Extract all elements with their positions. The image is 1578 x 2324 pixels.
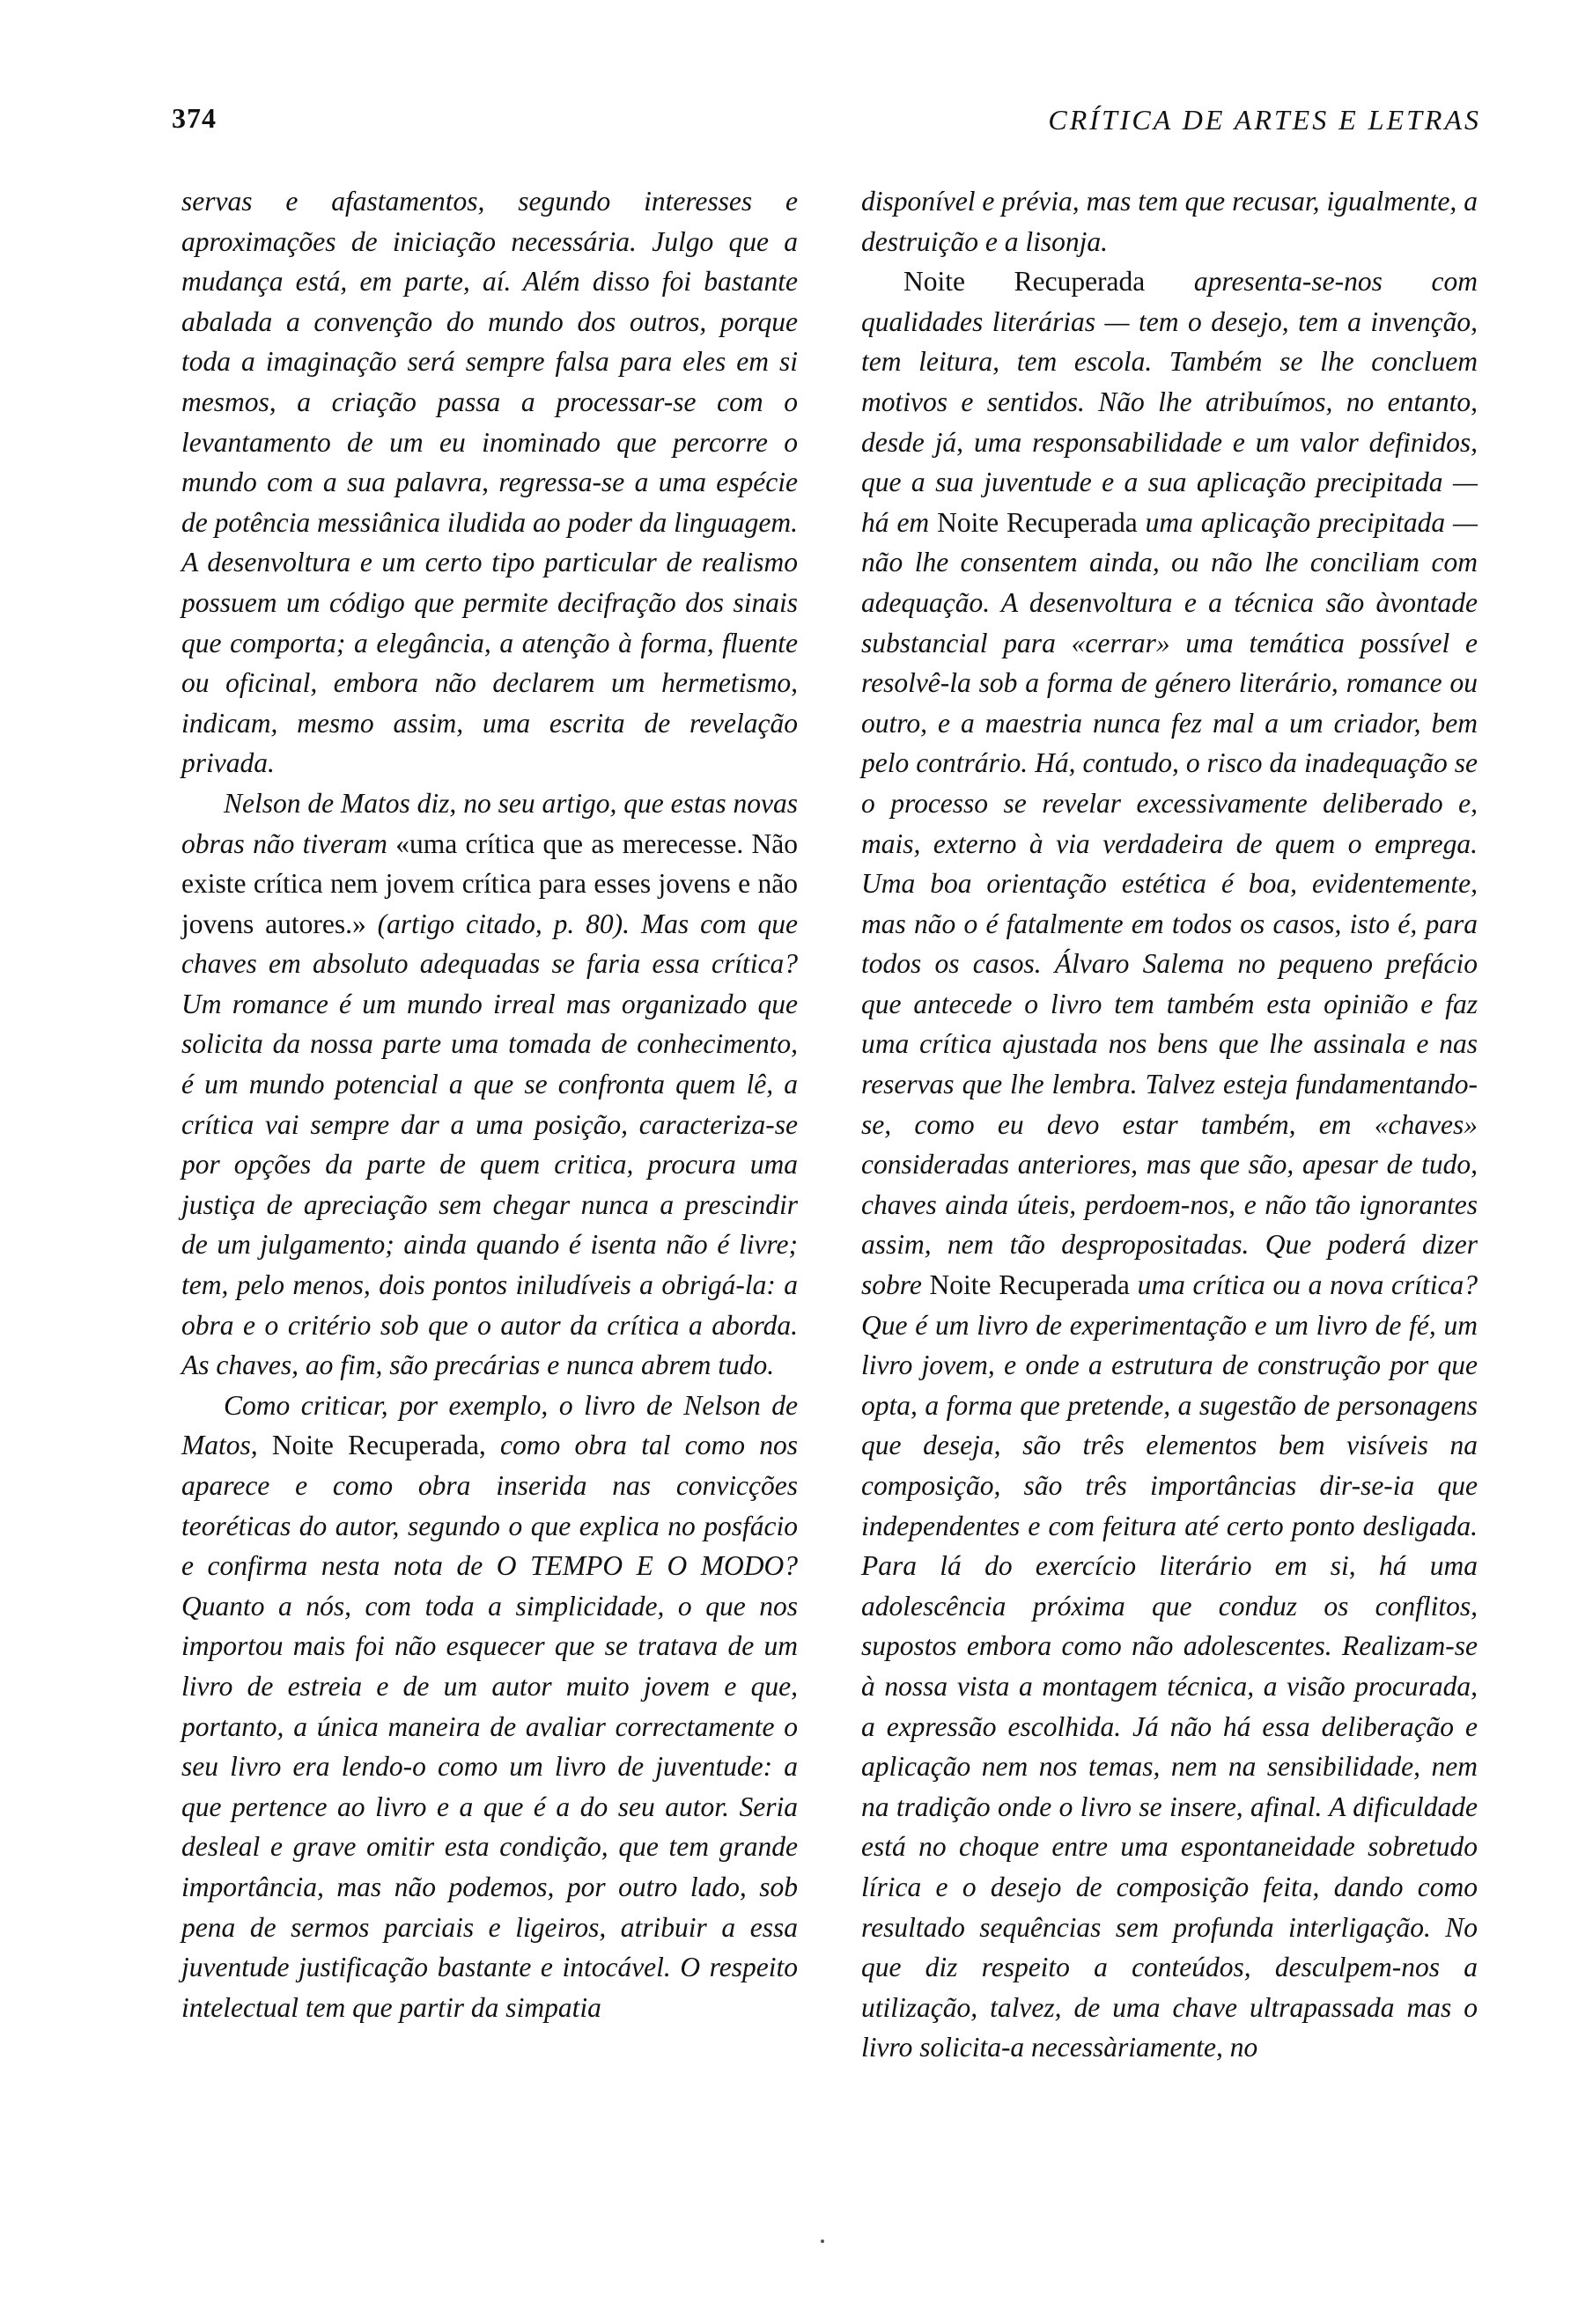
- italic-text-run: como obra tal como nos aparece e como obra inserida nas convicções teoréticas do autor, segundo o que explica no posfácio e confirma nesta nota de O TEMPO E O MODO? Quanto a nós, com toda a simplicidade, o que nos importou mais foi não esquecer que se tratava de um livro de estreia e de um autor muito jovem e que, portanto, a única maneira de avaliar correctamente o seu livro era lendo-o como um livro de juventude: a que pertence ao livro e a que é a do seu autor. Seria desleal e grave omitir esta condição, que tem grande importância, mas não podemos, por outro lado, sob pena de sermos parciais e ligeiros, atribuir a essa juventude justificação bastante e intocável. O respeito intelectual tem que partir da simpatia: [181, 1430, 799, 2023]
- roman-text-run: Noite Recuperada: [937, 506, 1138, 538]
- roman-text-run: Noite Recuperada,: [271, 1430, 486, 1461]
- italic-text-run: apresenta-se-nos com qualidades literárias — tem o desejo, tem a invenção, tem leitura, tem escola. Também se lhe concluem motivos e sentidos. Não lhe atribuímos, no entanto, desde já, uma responsabilidade e um valor definidos, que a sua juventude e a sua aplicação precipitada — há em: [861, 266, 1478, 538]
- italic-text-run: uma crítica ou a nova crítica? Que é um livro de experimentação e um livro de fé, um livro jovem, e onde a estrutura de construção por que opta, a forma que pretende, a sugestão de personagens que deseja, são três elementos bem visíveis na composição, são três importâncias dir-se-ia que independentes e com feitura até certo ponto desligada. Para lá do exercício literário em si, há uma adolescência próxima que conduz os conflitos, supostos embora como não adolescentes. Realizam-se à nossa vista a montagem técnica, a visão procurada, a expressão escolhida. Já não há essa deliberação e aplicação nem nos temas, nem na sensibilidade, nem na tradição onde o livro se insere, afinal. A dificuldade está no choque entre uma espontaneidade sobretudo lírica e o desejo de composição feita, dando como resultado sequências sem profunda interligação. No que diz respeito a conteúdos, desculpem-nos a utilização, talvez, de uma chave ultrapassada mas o livro solicita-a necessàriamente, no: [861, 1269, 1478, 2063]
- print-speck: [821, 2239, 824, 2243]
- right-column: [861, 181, 1478, 2068]
- paragraph: [861, 181, 1478, 261]
- running-title: CRÍTICA DE ARTES E LETRAS: [1048, 104, 1481, 136]
- italic-text-run: Nelson de Matos diz, no seu artigo, que estas novas obras não tiveram: [181, 787, 798, 859]
- paragraph: [181, 783, 798, 1386]
- page-number: 374: [172, 102, 217, 134]
- roman-text-run: Noite Recuperada: [903, 266, 1146, 298]
- roman-text-run: Noite Recuperada: [929, 1269, 1130, 1301]
- italic-text-run: uma aplicação precipitada — não lhe consentem ainda, ou não lhe conciliam com adequação. A desenvoltura e a técnica são àvontade substancial para «cerrar» uma temática possível e resolvê-la sob a forma de género literário, romance ou outro, e a maestria nunca fez mal a um criador, bem pelo contrário. Há, contudo, o risco da inadequação se o processo se revelar excessivamente deliberado e, mais, externo à via verdadeira de quem o emprega. Uma boa orientação estética é boa, evidentemente, mas não o é fatalmente em todos os casos, isto é, para todos os casos. Álvaro Salema no pequeno prefácio que antecede o livro tem também esta opinião e faz uma crítica ajustada nos bens que lhe assinala e nas reservas que lhe lembra. Talvez esteja fundamentando-se, como eu devo estar também, em «chaves» consideradas anteriores, mas que são, apesar de tudo, chaves ainda úteis, perdoem-nos, e não tão ignorantes assim, nem tão despropositadas. Que poderá dizer sobre: [861, 506, 1478, 1301]
- italic-text-run: disponível e prévia, mas tem que recusar, igualmente, a destruição e a lisonja.: [861, 186, 1478, 257]
- paragraph: [861, 261, 1478, 2068]
- paragraph: [181, 1386, 798, 2028]
- italic-text-run: (artigo citado, p. 80). Mas com que chaves em absoluto adequadas se faria essa crítica? Um romance é um mundo irreal mas organizado que solicita da nossa parte uma tomada de conhecimento, é um mundo potencial a que se confronta quem lê, a crítica vai sempre dar a uma posição, caracteriza-se por opções da parte de quem critica, procura uma justiça de apreciação sem chegar nunca a prescindir de um julgamento; ainda quando é isenta não é livre; tem, pelo menos, dois pontos iniludíveis a obrigá-la: a obra e o critério sob que o autor da crítica a aborda. As chaves, ao fim, são precárias e nunca abrem tudo.: [181, 908, 798, 1381]
- left-column: [181, 181, 798, 2027]
- italic-text-run: servas e afastamentos, segundo interesses e aproximações de iniciação necessária. Julgo que a mudança está, em parte, aí. Além disso foi bastante abalada a convenção do mundo dos outros, porque toda a imaginação será sempre falsa para eles em si mesmos, a criação passa a processar-se com o levantamento de um eu inominado que percorre o mundo com a sua palavra, regressa-se a uma espécie de potência messiânica iludida ao poder da linguagem. A desenvoltura e um certo tipo particular de realismo possuem um código que permite decifração dos sinais que comporta; a elegância, a atenção à forma, fluente ou oficinal, embora não declarem um hermetismo, indicam, mesmo assim, uma escrita de revelação privada.: [181, 186, 798, 779]
- italic-text-run: Como criticar, por exemplo, o livro de Nelson de Matos,: [181, 1389, 798, 1461]
- roman-text-run: «uma crítica que as merecesse. Não existe crítica nem jovem crítica para esses jovens e não jovens autores.»: [181, 827, 798, 939]
- paragraph: [181, 181, 798, 783]
